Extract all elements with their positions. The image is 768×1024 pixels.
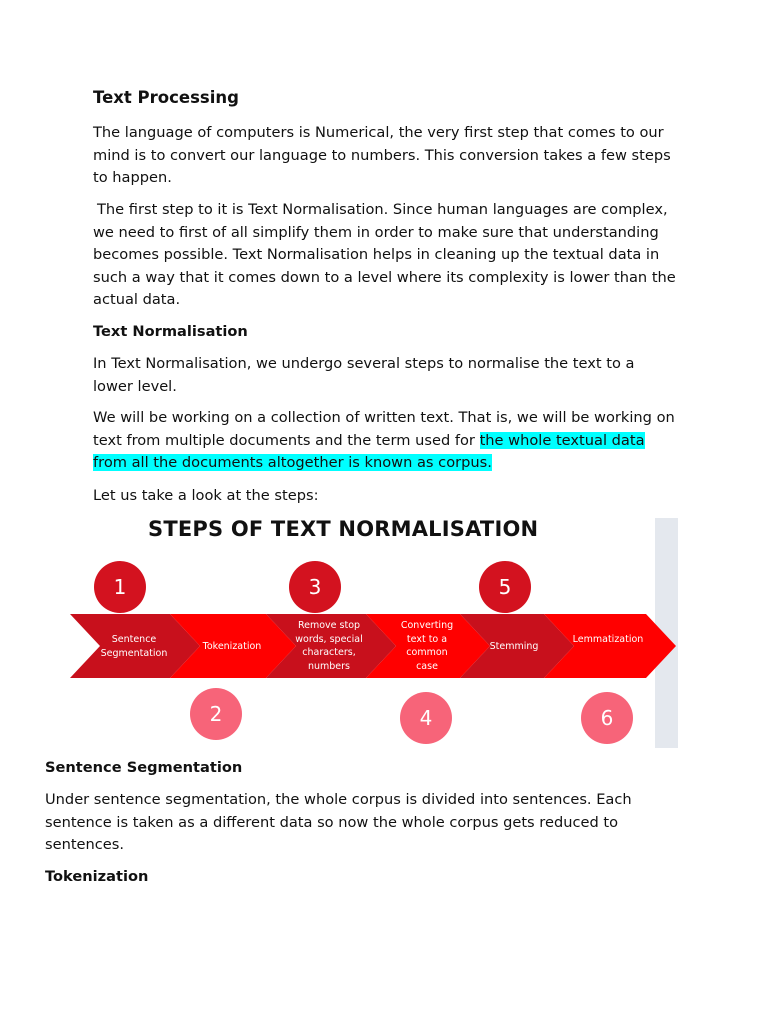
step-number-2: 2 xyxy=(190,688,242,740)
step-label-2: Tokenization xyxy=(202,641,262,652)
section-heading-tokenization: Tokenization xyxy=(45,868,149,885)
intro-paragraph: The language of computers is Numerical, the very first step that comes to our mind is to convert our language to numbers. This conversion takes a few steps to happen. xyxy=(93,124,671,186)
section-heading-sentence-segmentation: Sentence Segmentation xyxy=(45,759,243,776)
segmentation-paragraph: Under sentence segmentation, the whole corpus is divided into sentences. Each sentence is taken as a different data so now the whole corpus gets reduced to sentences. xyxy=(45,791,632,853)
figure-title: STEPS OF TEXT NORMALISATION xyxy=(148,517,539,541)
corpus-paragraph xyxy=(93,407,678,475)
text-normalisation-steps-figure xyxy=(66,515,678,748)
step-label-4: Converting text to a common case xyxy=(400,620,454,672)
step-label-1: Sentence Segmentation xyxy=(100,634,168,659)
first-step-paragraph: The first step to it is Text Normalisation. Since human languages are complex, we need to first of all simplify them in order to make sure that understanding becomes possible. Text Normalisation helps in cleaning up the textual data in such a way that it comes down to a level where its complexity is lower than the actual data. xyxy=(93,201,676,308)
step-number-6: 6 xyxy=(581,692,633,744)
step-label-5: Stemming xyxy=(489,641,539,652)
step-number-5: 5 xyxy=(479,561,531,613)
step-label-3: Remove stop words, special characters, numbers xyxy=(295,620,363,672)
section-heading-text-normalisation: Text Normalisation xyxy=(93,323,248,340)
steps-intro: Let us take a look at the steps: xyxy=(93,487,319,504)
page-title: Text Processing xyxy=(93,88,239,107)
step-number-1: 1 xyxy=(94,561,146,613)
step-number-3: 3 xyxy=(289,561,341,613)
step-label-6: Lemmatization xyxy=(572,634,644,645)
corpus-text: We will be working on a collection of written text. That is, we will be working on text from multiple documents and the term used for xyxy=(93,409,675,449)
corpus-highlight: the whole textual data from all the documents altogether is known as corpus. xyxy=(93,431,645,471)
normalisation-paragraph: In Text Normalisation, we undergo several steps to normalise the text to a lower level. xyxy=(93,355,635,395)
step-number-4: 4 xyxy=(400,692,452,744)
